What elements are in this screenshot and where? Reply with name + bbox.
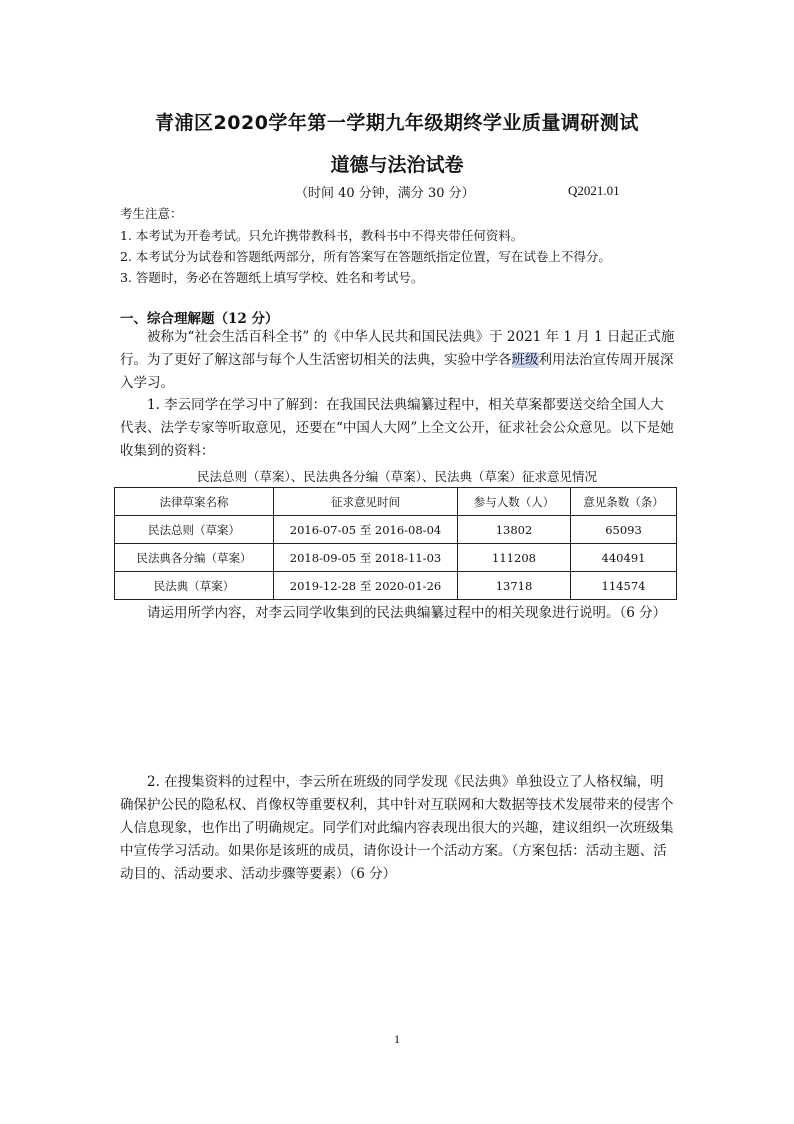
- table-row: [115, 544, 677, 572]
- exam-title: 青浦区2020学年第一学期九年级期终学业质量调研测试: [155, 112, 639, 134]
- notice-item-1: 1. 本考试为开卷考试。只允许携带教科书，教科书中不得夹带任何资料。: [120, 228, 524, 243]
- table-header-cell: 征求意见时间: [274, 488, 458, 516]
- table-cell: 440491: [571, 544, 677, 572]
- section-heading: 一、综合理解题（12 分）: [120, 311, 279, 327]
- table-cell: 民法典（草案）: [115, 572, 274, 600]
- time-score-info: （时间 40 分钟，满分 30 分）: [295, 186, 475, 201]
- page-number: 1: [394, 1032, 400, 1046]
- exam-subtitle: 道德与法治试卷: [330, 154, 464, 176]
- table-cell: 13802: [458, 516, 571, 544]
- question-1-prompt: 请运用所学内容，对李云同学收集到的民法典编纂过程中的相关现象进行说明。（6 分）: [147, 605, 667, 621]
- notice-heading: 考生注意：: [120, 206, 183, 221]
- table-cell: 2019-12-28 至 2020-01-26: [274, 572, 458, 600]
- table-header-cell: 法律草案名称: [115, 488, 274, 516]
- notice-item-2: 2. 本考试分为试卷和答题纸两部分，所有答案写在答题纸指定位置，写在试卷上不得分。: [120, 249, 611, 264]
- table-header-cell: 参与人数（人）: [458, 488, 571, 516]
- table-header-cell: 意见条数（条）: [571, 488, 677, 516]
- intro-text-after: 利用法治宣传周开展深入学习。: [120, 352, 674, 391]
- exam-code: Q2021.01: [568, 183, 620, 198]
- table-cell: 13718: [458, 572, 571, 600]
- table-cell: 2018-09-05 至 2018-11-03: [274, 544, 458, 572]
- table-header-row: [115, 488, 677, 516]
- intro-text-before: 被称为“社会生活百科全书” 的《中华人民共和国民法典》于 2021 年 1 月 1 日起正式施行。为了更好了解这部与每个人生活密切相关的法典，实验中学各: [120, 329, 675, 368]
- table-cell: 114574: [571, 572, 677, 600]
- intro-highlight: 班级: [511, 352, 539, 368]
- table-caption: 民法总则（草案）、民法典各分编（草案）、民法典（草案）征求意见情况: [196, 469, 597, 484]
- intro-paragraph: [120, 326, 676, 395]
- table-row: [115, 572, 677, 600]
- opinion-table: [114, 487, 677, 600]
- table-row: [115, 516, 677, 544]
- table-cell: 111208: [458, 544, 571, 572]
- table-cell: 65093: [571, 516, 677, 544]
- table-cell: 民法典各分编（草案）: [115, 544, 274, 572]
- table-cell: 民法总则（草案）: [115, 516, 274, 544]
- notice-item-3: 3. 答题时，务必在答题纸上填写学校、姓名和考试号。: [120, 270, 424, 285]
- question-1-text: 1. 李云同学在学习中了解到：在我国民法典编纂过程中，相关草案都要送交给全国人大代表、法学专家等听取意见，还要在“中国人大网”上全文公开，征求社会公众意见。以下是她收集到的资料：: [120, 397, 674, 459]
- question-2-text: 2. 在搜集资料的过程中，李云所在班级的同学发现《民法典》单独设立了人格权编，明确保护公民的隐私权、肖像权等重要权利，其中针对互联网和大数据等技术发展带来的侵害个人信息现象，也作出了明确规定。同学们对此编内容表现出很大的兴趣，建议组织一次班级集中宣传学习活动。如果你是该班的成员，请你设计一个活动方案。（方案包括：活动主题、活动目的、活动要求、活动步骤等要素）（6 分）: [120, 774, 674, 882]
- table-cell: 2016-07-05 至 2016-08-04: [274, 516, 458, 544]
